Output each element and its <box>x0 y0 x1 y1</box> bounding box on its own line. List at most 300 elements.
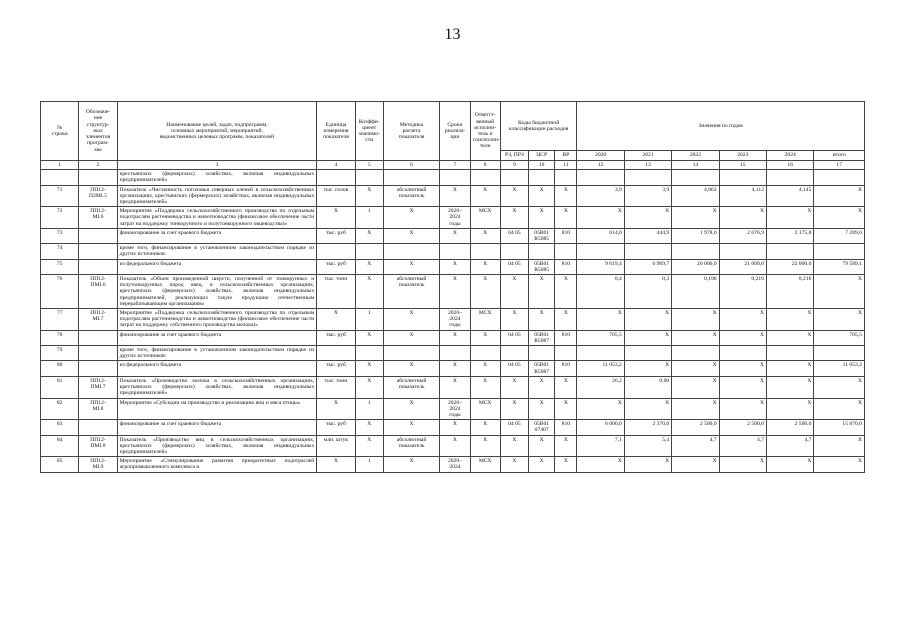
table-row <box>41 275 865 309</box>
cell-2022: X <box>672 398 719 420</box>
cell-2020: X <box>577 457 624 472</box>
cell-rz-prz: X <box>500 309 528 331</box>
header-term: Сроки реализа- ции <box>440 102 470 161</box>
cell-method: X <box>383 420 439 435</box>
header-year-2021: 2021 <box>624 151 671 161</box>
cell-unit: тыс. голов <box>317 185 355 207</box>
cell-coefficient: 1 <box>355 457 383 472</box>
cell-2022: X <box>672 207 719 229</box>
cell-unit: тыс. руб <box>317 259 355 274</box>
cell-2024: 2 500,0 <box>767 420 814 435</box>
cell-2022: 20 000,0 <box>672 259 719 274</box>
cell-responsible <box>470 346 500 361</box>
cell-2024: X <box>767 398 814 420</box>
table-row <box>41 228 865 243</box>
cell-csr: 05В01 07407 <box>529 420 555 435</box>
cell-total: X <box>814 275 865 309</box>
cell-row-number: 79 <box>41 346 79 361</box>
cell-2020: 705,5 <box>577 330 624 345</box>
cell-responsible: X <box>470 275 500 309</box>
cell-rz-prz: X <box>500 398 528 420</box>
cell-total: 15 870,0 <box>814 420 865 435</box>
table-row <box>41 457 865 472</box>
cell-unit: тыс. руб <box>317 330 355 345</box>
cell-2022: 4,7 <box>672 435 719 457</box>
cell-2024: 0,216 <box>767 275 814 309</box>
cell-structural-element <box>79 259 117 274</box>
cell-2023: X <box>719 457 766 472</box>
cell-name: из федерального бюджета <box>117 361 317 376</box>
cell-term <box>440 170 470 185</box>
cell-2021: 2 370,0 <box>624 420 671 435</box>
cell-csr: X <box>529 376 555 398</box>
cell-method: абсолютный показатель <box>383 435 439 457</box>
table-row <box>41 435 865 457</box>
cell-structural-element: ПП12- П2МI.5 <box>79 185 117 207</box>
cell-2021: X <box>624 361 671 376</box>
cell-vr: X <box>555 207 577 229</box>
cell-2024: X <box>767 330 814 345</box>
cell-name: Мероприятие «Поддержка сельскохозяйственного производства по отдельным подотраслям растениеводства и животноводства (финансовое обеспечение части затрат на поддержку тонкорунного и полутонкорунного овцеводства)» <box>117 207 317 229</box>
cell-structural-element: ПП12- ПМI.7 <box>79 376 117 398</box>
cell-rz-prz: X <box>500 207 528 229</box>
cell-responsible <box>470 244 500 259</box>
cell-row-number: 75 <box>41 259 79 274</box>
cell-2020 <box>577 170 624 185</box>
cell-name: Мероприятие «Поддержка сельскохозяйственного производства по отдельным подотраслям растениеводства и животноводства (финансовое обеспечение части затрат на поддержку собственного производства молока)» <box>117 309 317 331</box>
cell-csr <box>529 170 555 185</box>
cell-responsible: X <box>470 376 500 398</box>
cell-2023: X <box>719 207 766 229</box>
cell-2021: X <box>624 330 671 345</box>
header-values-by-year: Значения по годам <box>577 102 865 151</box>
cell-2021: X <box>624 457 671 472</box>
cell-2021 <box>624 170 671 185</box>
cell-responsible: МСХ <box>470 207 500 229</box>
cell-2023: 21 000,0 <box>719 259 766 274</box>
cell-2020: 26,2 <box>577 376 624 398</box>
header-year-2023: 2023 <box>719 151 766 161</box>
cell-name: кроме того, финансирование в установленном законодательством порядке из других источников: <box>117 346 317 361</box>
cell-csr: 05В01 R5087 <box>529 330 555 345</box>
cell-2020: 11 053,2 <box>577 361 624 376</box>
header-budget-codes: Коды бюджетной классификации расходов <box>500 102 577 151</box>
cell-rz-prz: X <box>500 185 528 207</box>
cell-total: 7 289,6 <box>814 228 865 243</box>
cell-responsible: X <box>470 361 500 376</box>
cell-2021 <box>624 244 671 259</box>
cell-row-number: 80 <box>41 361 79 376</box>
table-row <box>41 207 865 229</box>
cell-row-number: 71 <box>41 185 79 207</box>
column-number: 2 <box>79 161 117 170</box>
cell-unit: X <box>317 398 355 420</box>
cell-coefficient: 1 <box>355 309 383 331</box>
table-row <box>41 376 865 398</box>
cell-2022: X <box>672 361 719 376</box>
cell-total: X <box>814 457 865 472</box>
cell-total: 11 053,2 <box>814 361 865 376</box>
cell-2024: 4,7 <box>767 435 814 457</box>
cell-name: финансирование за счет краевого бюджета <box>117 330 317 345</box>
cell-2021: X <box>624 207 671 229</box>
cell-2024 <box>767 346 814 361</box>
cell-rz-prz <box>500 346 528 361</box>
cell-rz-prz <box>500 170 528 185</box>
cell-term: X <box>440 420 470 435</box>
cell-csr: X <box>529 398 555 420</box>
cell-vr <box>555 244 577 259</box>
cell-method: X <box>383 207 439 229</box>
column-number: 15 <box>719 161 766 170</box>
cell-coefficient <box>355 244 383 259</box>
cell-row-number: 74 <box>41 244 79 259</box>
cell-total: 705,5 <box>814 330 865 345</box>
cell-rz-prz: X <box>500 376 528 398</box>
cell-2023: 2 076,9 <box>719 228 766 243</box>
cell-row-number: 77 <box>41 309 79 331</box>
column-number: 12 <box>577 161 624 170</box>
cell-rz-prz: 04 05 <box>500 420 528 435</box>
cell-2023 <box>719 244 766 259</box>
table-row <box>41 309 865 331</box>
cell-vr <box>555 170 577 185</box>
cell-coefficient: 1 <box>355 207 383 229</box>
cell-term: X <box>440 259 470 274</box>
cell-csr <box>529 244 555 259</box>
header-responsible: Ответст- венный исполни- тель и соисполни- тели <box>470 102 500 161</box>
cell-2024: 2 175,8 <box>767 228 814 243</box>
cell-responsible: МСХ <box>470 457 500 472</box>
cell-2022: 2 500,0 <box>672 420 719 435</box>
cell-term: X <box>440 275 470 309</box>
header-year-2022: 2022 <box>672 151 719 161</box>
cell-term: 2020– 2024 <box>440 457 470 472</box>
cell-2020: X <box>577 309 624 331</box>
cell-csr: 05В01 R5087 <box>529 361 555 376</box>
cell-vr: X <box>555 309 577 331</box>
cell-unit: тыс. тонн <box>317 376 355 398</box>
cell-2020 <box>577 346 624 361</box>
cell-rz-prz: 04 05 <box>500 259 528 274</box>
cell-term <box>440 244 470 259</box>
cell-term: 2020– 2024 годы <box>440 207 470 229</box>
cell-total: X <box>814 435 865 457</box>
cell-csr: X <box>529 457 555 472</box>
cell-row-number <box>41 170 79 185</box>
cell-unit: млн. штук <box>317 435 355 457</box>
cell-method: X <box>383 361 439 376</box>
cell-structural-element <box>79 330 117 345</box>
cell-2024: X <box>767 457 814 472</box>
cell-name: Показатель «Производство молока в сельскохозяйственных организациях, крестьянских (фермерских) хозяйствах, включая индивидуальных предпринимателей» <box>117 376 317 398</box>
cell-2020: 7,1 <box>577 435 624 457</box>
cell-method <box>383 244 439 259</box>
cell-vr: 810 <box>555 420 577 435</box>
header-vr: ВР <box>555 151 577 161</box>
cell-coefficient: X <box>355 330 383 345</box>
column-number: 10 <box>529 161 555 170</box>
cell-2021: 444,9 <box>624 228 671 243</box>
page-number: 13 <box>444 26 461 43</box>
table-body <box>41 170 865 472</box>
cell-vr: 810 <box>555 228 577 243</box>
cell-name: Показатель «Производство яиц в сельскохозяйственных организациях, крестьянских (фермерских) хозяйствах, включая индивидуальных предпринимателей» <box>117 435 317 457</box>
cell-2023 <box>719 346 766 361</box>
cell-term: X <box>440 435 470 457</box>
column-number: 9 <box>500 161 528 170</box>
column-number: 16 <box>767 161 814 170</box>
cell-vr: X <box>555 376 577 398</box>
cell-coefficient: X <box>355 228 383 243</box>
cell-2023: X <box>719 330 766 345</box>
cell-term: X <box>440 376 470 398</box>
cell-responsible: X <box>470 259 500 274</box>
cell-2022 <box>672 170 719 185</box>
cell-2022: 1 978,0 <box>672 228 719 243</box>
cell-structural-element <box>79 420 117 435</box>
cell-method: X <box>383 228 439 243</box>
cell-2020: X <box>577 207 624 229</box>
cell-csr: X <box>529 207 555 229</box>
cell-2022 <box>672 244 719 259</box>
cell-coefficient: X <box>355 185 383 207</box>
cell-structural-element: ПП12- МI.8 <box>79 398 117 420</box>
cell-name: Мероприятие «Стимулирование развития приоритетных подотраслей агропромышленного комплекса и <box>117 457 317 472</box>
cell-vr: 810 <box>555 330 577 345</box>
cell-responsible: МСХ <box>470 398 500 420</box>
column-number: 1 <box>41 161 79 170</box>
cell-coefficient <box>355 170 383 185</box>
cell-total <box>814 346 865 361</box>
cell-2023: 4,112 <box>719 185 766 207</box>
cell-2024: 22 000,0 <box>767 259 814 274</box>
cell-2023: 0,216 <box>719 275 766 309</box>
cell-method: X <box>383 259 439 274</box>
cell-2023: 4,7 <box>719 435 766 457</box>
cell-name: крестьянских (фермерских) хозяйствах, включая индивидуальных предпринимателей» <box>117 170 317 185</box>
cell-2023: X <box>719 361 766 376</box>
header-method: Методика расчета показателя <box>383 102 439 161</box>
cell-vr: X <box>555 275 577 309</box>
header-total: итого <box>814 151 865 161</box>
cell-term: X <box>440 228 470 243</box>
cell-method <box>383 346 439 361</box>
cell-csr: 05В01 R5085 <box>529 228 555 243</box>
header-csr: ЦСР <box>529 151 555 161</box>
cell-coefficient <box>355 346 383 361</box>
cell-unit <box>317 244 355 259</box>
cell-method: абсолютный показатель <box>383 185 439 207</box>
cell-coefficient: 1 <box>355 398 383 420</box>
cell-rz-prz: X <box>500 435 528 457</box>
cell-unit: тыс. руб <box>317 420 355 435</box>
cell-responsible: X <box>470 228 500 243</box>
cell-method: абсолютный показатель <box>383 376 439 398</box>
cell-2022: X <box>672 330 719 345</box>
cell-2022: X <box>672 309 719 331</box>
cell-row-number: 76 <box>41 275 79 309</box>
cell-term: X <box>440 185 470 207</box>
cell-coefficient: X <box>355 420 383 435</box>
cell-vr: X <box>555 435 577 457</box>
column-number: 4 <box>317 161 355 170</box>
cell-total: 79 589,1 <box>814 259 865 274</box>
table-row <box>41 361 865 376</box>
table-row <box>41 398 865 420</box>
cell-responsible: МСХ <box>470 309 500 331</box>
cell-2024: X <box>767 376 814 398</box>
cell-2024: X <box>767 309 814 331</box>
cell-row-number: 85 <box>41 457 79 472</box>
cell-2020 <box>577 244 624 259</box>
cell-unit: тыс. тонн <box>317 275 355 309</box>
cell-2022: 4,063 <box>672 185 719 207</box>
cell-2022 <box>672 346 719 361</box>
cell-unit: тыс. руб <box>317 361 355 376</box>
header-row-number: № строки <box>41 102 79 161</box>
cell-rz-prz: 04 05 <box>500 228 528 243</box>
cell-name: Показатель «Численность поголовья северных оленей в сельскохозяйственных организациях, крестьянских (фермерских) хозяйствах, включая индивидуальных предпринимателей» <box>117 185 317 207</box>
cell-method: X <box>383 330 439 345</box>
cell-unit <box>317 170 355 185</box>
cell-structural-element: ПП12- МI.9 <box>79 457 117 472</box>
cell-responsible: X <box>470 330 500 345</box>
cell-row-number: 72 <box>41 207 79 229</box>
cell-2020: 6 000,0 <box>577 420 624 435</box>
cell-csr <box>529 346 555 361</box>
cell-2023: 2 500,0 <box>719 420 766 435</box>
table-row <box>41 170 865 185</box>
cell-term: 2020– 2024 годы <box>440 398 470 420</box>
header-coefficient: Коэффи- циент значимо- сти <box>355 102 383 161</box>
table-row <box>41 244 865 259</box>
cell-2021: X <box>624 398 671 420</box>
cell-2022: 0,196 <box>672 275 719 309</box>
cell-structural-element <box>79 170 117 185</box>
header-year-2020: 2020 <box>577 151 624 161</box>
cell-coefficient: X <box>355 275 383 309</box>
cell-method: X <box>383 398 439 420</box>
column-number: 5 <box>355 161 383 170</box>
column-number: 14 <box>672 161 719 170</box>
cell-csr: X <box>529 435 555 457</box>
cell-total: X <box>814 376 865 398</box>
header-unit: Единица измерения показателя <box>317 102 355 161</box>
cell-unit <box>317 346 355 361</box>
cell-total: X <box>814 398 865 420</box>
cell-total: X <box>814 185 865 207</box>
cell-row-number: 81 <box>41 376 79 398</box>
cell-coefficient: X <box>355 376 383 398</box>
cell-rz-prz <box>500 244 528 259</box>
table-row <box>41 259 865 274</box>
cell-2022: X <box>672 376 719 398</box>
cell-term: 2020– 2024 годы <box>440 309 470 331</box>
cell-coefficient: X <box>355 259 383 274</box>
cell-name: Показатель «Объем произведенной шерсти, полученной от тонкорунных и полутонкорунных пород овец, в сельскохозяйственных организациях, крестьянских (фермерских) хозяйствах, включая индивидуальных предпринимателей, реализующих такую продукцию отечественным перерабатывающим организациям» <box>117 275 317 309</box>
cell-2021: 3,9 <box>624 185 671 207</box>
cell-2020: 614,0 <box>577 228 624 243</box>
cell-structural-element: ПП12- ПМI.8 <box>79 435 117 457</box>
cell-row-number: 78 <box>41 330 79 345</box>
column-number: 8 <box>470 161 500 170</box>
cell-csr: X <box>529 275 555 309</box>
table-row <box>41 420 865 435</box>
cell-name: финансирование за счет краевого бюджета <box>117 228 317 243</box>
cell-2024 <box>767 170 814 185</box>
cell-vr <box>555 346 577 361</box>
cell-vr: 810 <box>555 259 577 274</box>
cell-responsible: X <box>470 435 500 457</box>
cell-unit: X <box>317 309 355 331</box>
cell-method: абсолютный показатель <box>383 275 439 309</box>
cell-structural-element <box>79 228 117 243</box>
cell-responsible <box>470 170 500 185</box>
cell-rz-prz: 04 05 <box>500 361 528 376</box>
cell-structural-element: ПП12- ПМI.6 <box>79 275 117 309</box>
table-header <box>41 102 865 170</box>
cell-method: X <box>383 457 439 472</box>
cell-responsible: X <box>470 420 500 435</box>
cell-2020: 9 619,4 <box>577 259 624 274</box>
column-number: 13 <box>624 161 671 170</box>
cell-2020: X <box>577 398 624 420</box>
column-number-row <box>41 161 865 170</box>
cell-vr: 810 <box>555 361 577 376</box>
table-row <box>41 185 865 207</box>
cell-structural-element <box>79 346 117 361</box>
cell-term <box>440 346 470 361</box>
cell-unit: X <box>317 207 355 229</box>
cell-vr: X <box>555 185 577 207</box>
cell-2024 <box>767 244 814 259</box>
column-number: 7 <box>440 161 470 170</box>
cell-name: финансирование за счет краевого бюджета <box>117 420 317 435</box>
cell-2020: 0,4 <box>577 275 624 309</box>
cell-term: X <box>440 361 470 376</box>
cell-csr: X <box>529 309 555 331</box>
cell-total <box>814 170 865 185</box>
cell-rz-prz: X <box>500 275 528 309</box>
cell-2024: X <box>767 207 814 229</box>
cell-rz-prz: X <box>500 457 528 472</box>
header-year-2024: 2024 <box>767 151 814 161</box>
cell-2021: 0,3 <box>624 275 671 309</box>
cell-2022: X <box>672 457 719 472</box>
header-name: Наименование целей, задач, подпрограмм, основных мероприятий, мероприятий, ведомственных целевых программ, показателей <box>117 102 317 161</box>
cell-coefficient: X <box>355 361 383 376</box>
cell-unit: X <box>317 457 355 472</box>
cell-2023: X <box>719 398 766 420</box>
cell-total: X <box>814 309 865 331</box>
cell-2020: 3,9 <box>577 185 624 207</box>
header-structural-element: Обозначе- ние структур- ных элементов програм- мы <box>79 102 117 161</box>
cell-structural-element <box>79 361 117 376</box>
cell-unit: тыс. руб <box>317 228 355 243</box>
cell-structural-element: ПП12- МI.6 <box>79 207 117 229</box>
cell-total: X <box>814 207 865 229</box>
cell-vr: X <box>555 457 577 472</box>
cell-2023 <box>719 170 766 185</box>
column-number: 11 <box>555 161 577 170</box>
cell-total <box>814 244 865 259</box>
cell-name: из федерального бюджета <box>117 259 317 274</box>
cell-2024: X <box>767 361 814 376</box>
cell-structural-element <box>79 244 117 259</box>
cell-name: кроме того, финансирование в установленном законодательством порядке из других источников: <box>117 244 317 259</box>
cell-name: Мероприятие «Субсидии на производство и реализацию яиц и мяса птицы» <box>117 398 317 420</box>
